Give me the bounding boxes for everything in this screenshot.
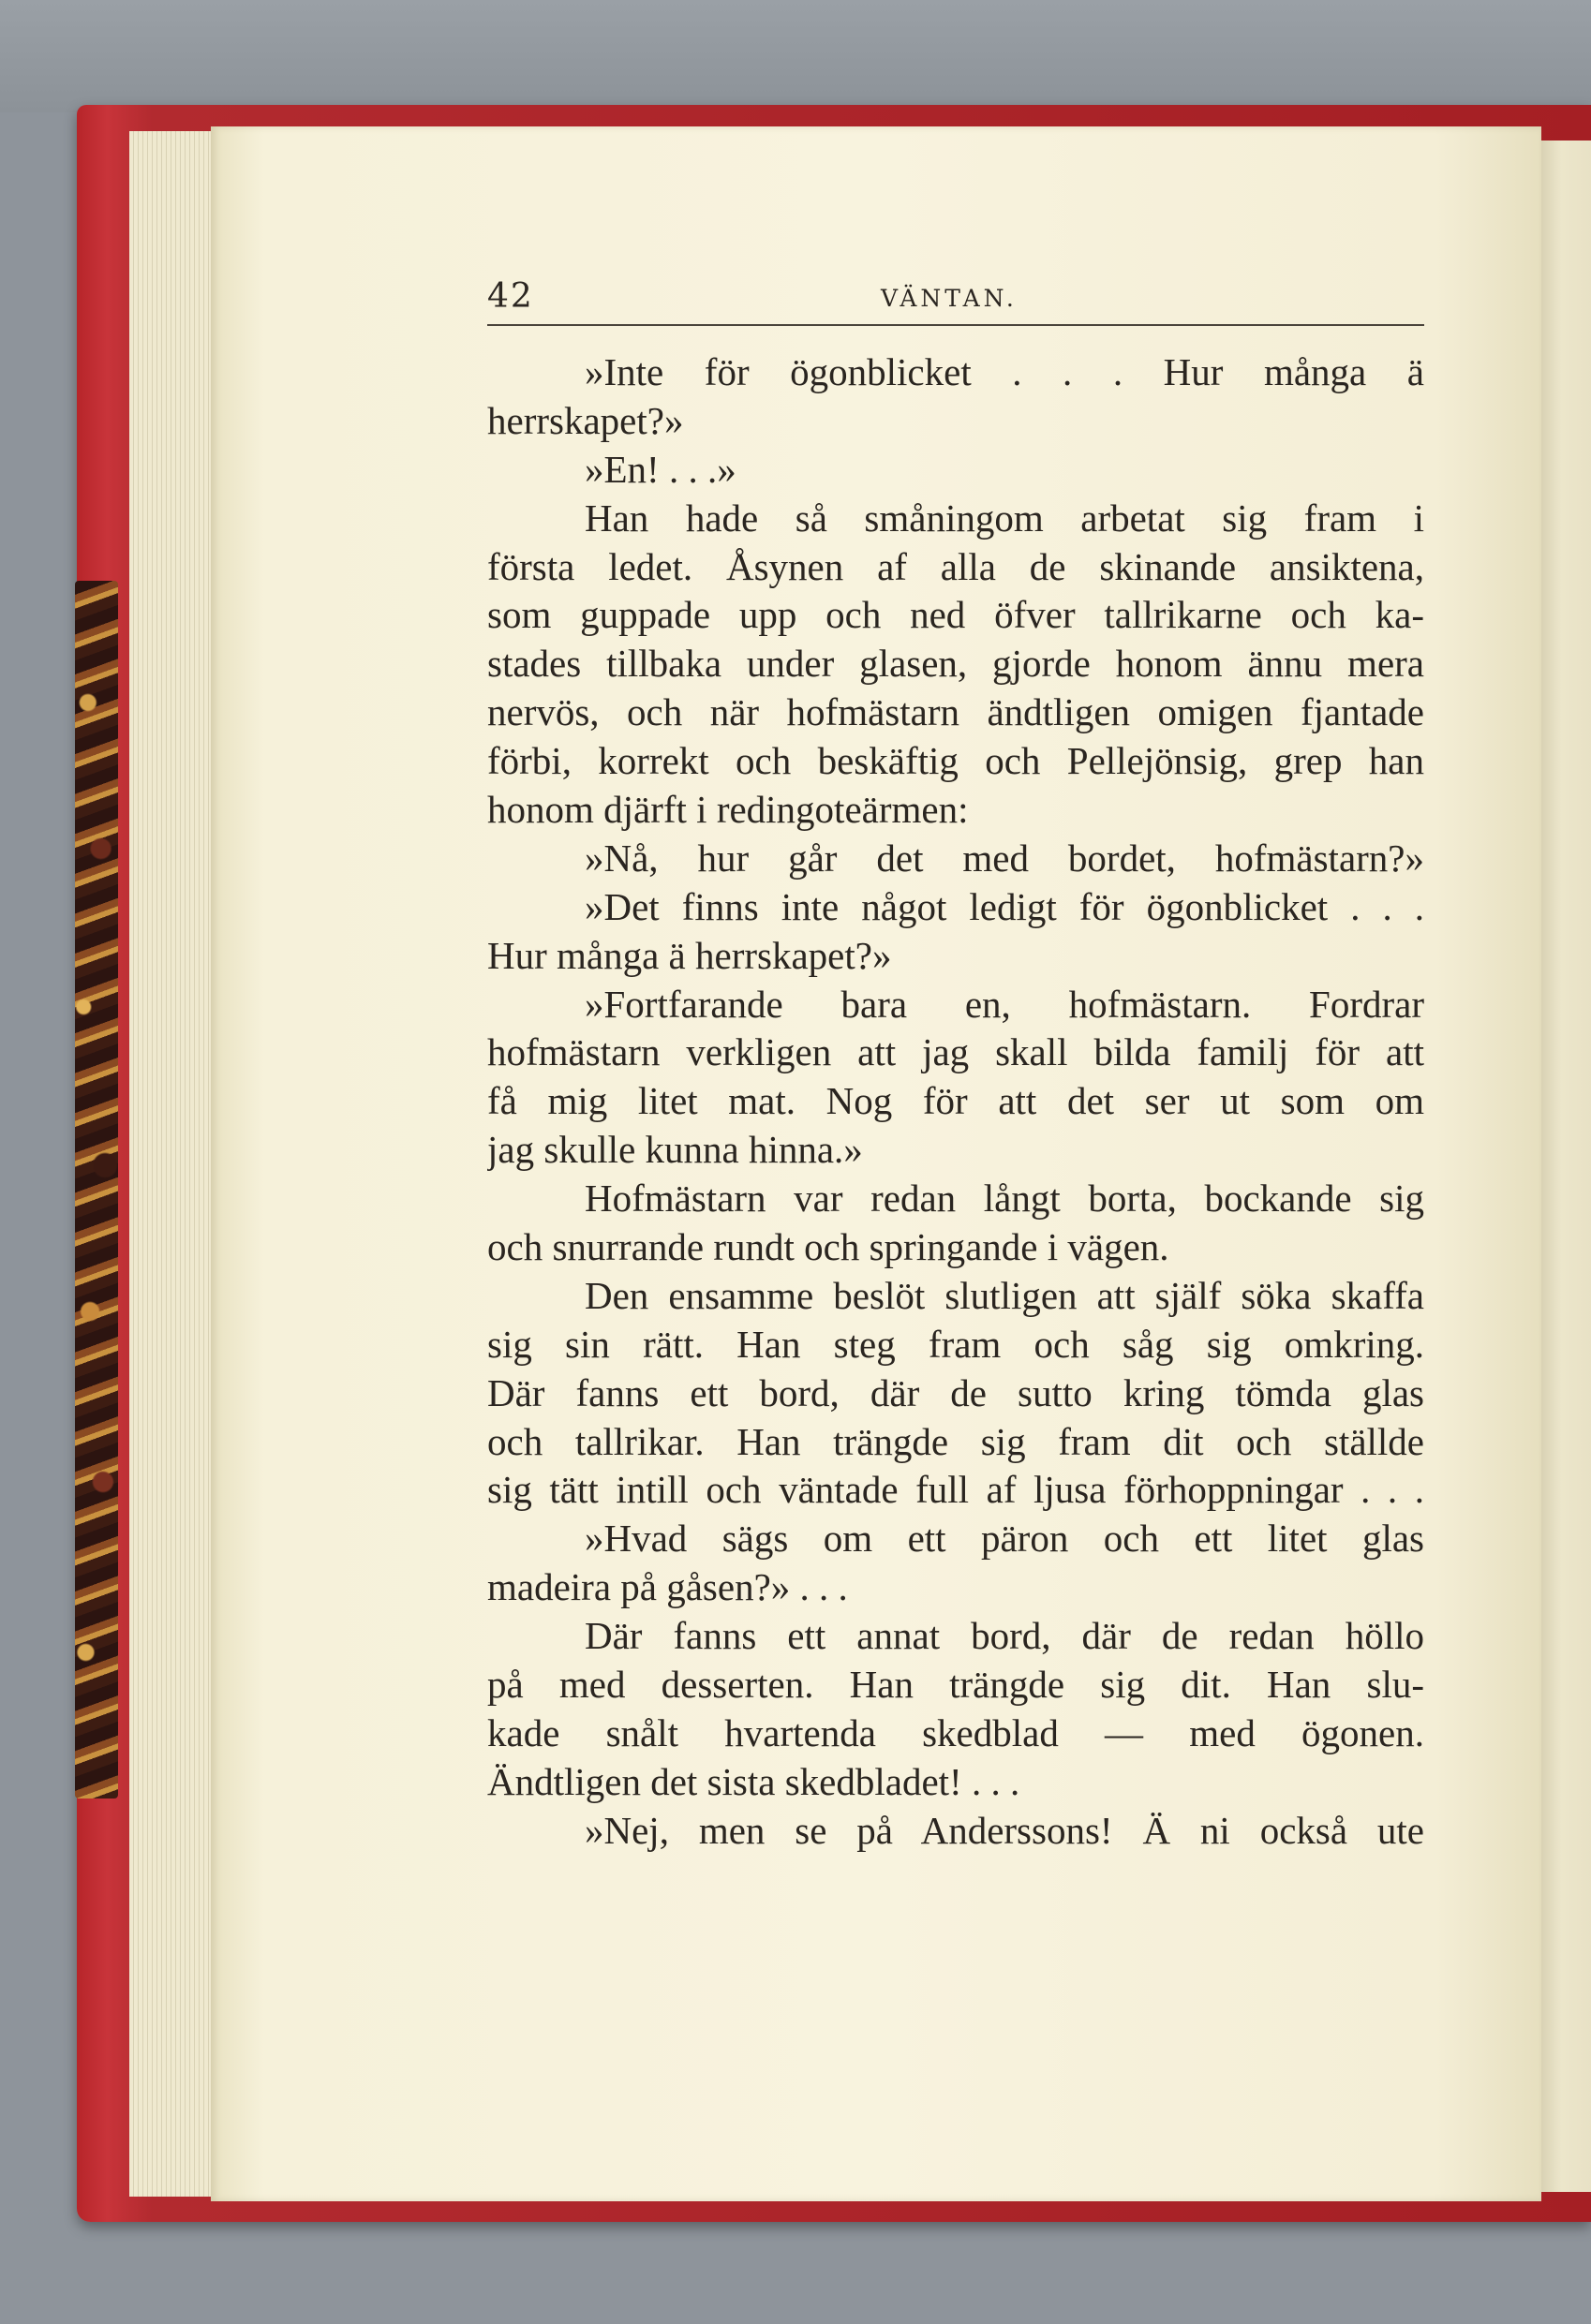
text-line: Ändtligen det sista skedbladet! . . . <box>487 1759 1020 1803</box>
text-line: jag skulle kunna hinna.» <box>487 1128 863 1172</box>
text-line: Hofmästarn var redan långt borta, bockande sig <box>585 1177 1424 1221</box>
text-line: och tallrikar. Han trängde sig fram dit och ställde <box>487 1419 1424 1463</box>
text-line: stades tillbaka under glasen, gjorde honom ännu mera <box>487 642 1424 686</box>
text-line: hofmästarn verkligen att jag skall bilda familj för att <box>487 1030 1424 1074</box>
text-line: Där fanns ett annat bord, där de redan höllo <box>585 1614 1424 1658</box>
text-line: på med desserten. Han trängde sig dit. Han slu- <box>487 1663 1424 1707</box>
text-line: och snurrande rundt och springande i vägen. <box>487 1225 1169 1269</box>
text-line: »Det finns inte något ledigt för ögonblicket . . . <box>585 884 1424 928</box>
text-line: nervös, och när hofmästarn ändtligen omigen fjantade <box>487 690 1424 734</box>
body-text <box>487 348 1424 1856</box>
header-rule <box>487 324 1424 326</box>
facing-page-edge <box>1541 141 1591 2192</box>
text-line: kade snålt hvartenda skedblad — med ögonen. <box>487 1710 1424 1754</box>
text-line: madeira på gåsen?» . . . <box>487 1565 848 1609</box>
text-line: »Nå, hur går det med bordet, hofmästarn?» <box>585 836 1424 880</box>
text-line: förbi, korrekt och beskäftig och Pellejönsig, grep han <box>487 739 1424 783</box>
text-line: »Hvad sägs om ett päron och ett litet glas <box>585 1517 1424 1561</box>
text-line: Där fanns ett bord, där de sutto kring tömda glas <box>487 1370 1424 1414</box>
marbled-endpaper <box>75 581 118 1799</box>
text-line: honom djärft i redingoteärmen: <box>487 788 969 832</box>
running-head <box>487 277 1424 324</box>
text-line: »Inte för ögonblicket . . . Hur många ä <box>585 350 1424 393</box>
running-title: VÄNTAN. <box>881 285 1018 312</box>
page-number: 42 <box>487 277 534 316</box>
text-line: sig sin rätt. Han steg fram och såg sig omkring. <box>487 1322 1424 1366</box>
text-line: herrskapet?» <box>487 398 684 442</box>
page-stack-edges <box>129 131 216 2197</box>
scan-backdrop <box>0 0 1591 112</box>
text-line: Han hade så småningom arbetat sig fram i <box>585 496 1424 540</box>
text-line: sig tätt intill och väntade full af ljusa förhoppningar . . . <box>487 1468 1424 1512</box>
text-line: »Fortfarande bara en, hofmästarn. Fordrar <box>585 982 1424 1026</box>
text-line: »Nej, men se på Anderssons! Ä ni också ute <box>585 1808 1424 1852</box>
text-line: Hur många ä herrskapet?» <box>487 933 892 977</box>
text-line: »En! . . .» <box>585 447 736 491</box>
text-line: få mig litet mat. Nog för att det ser ut som om <box>487 1079 1424 1123</box>
text-line: som guppade upp och ned öfver tallrikarne och ka- <box>487 593 1424 637</box>
text-line: Den ensamme beslöt slutligen att själf söka skaffa <box>585 1273 1424 1317</box>
text-line: första ledet. Åsynen af alla de skinande ansiktena, <box>487 544 1424 588</box>
